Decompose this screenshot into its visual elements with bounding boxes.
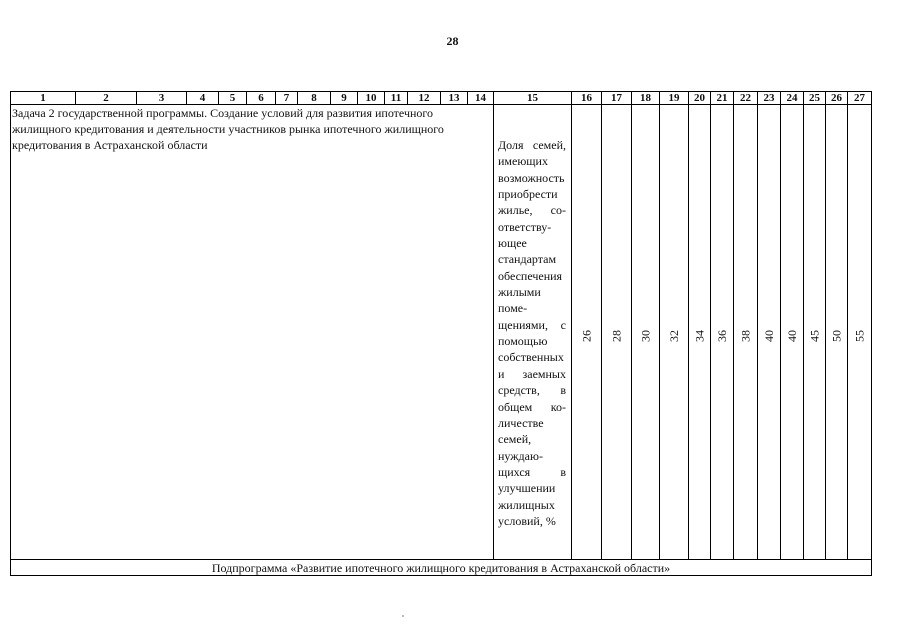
header-col-19: 19 bbox=[668, 92, 680, 104]
header-col-7: 7 bbox=[283, 92, 290, 104]
value-col-17: 28 bbox=[609, 330, 624, 342]
header-col-18: 18 bbox=[640, 92, 651, 104]
header-col-16: 16 bbox=[581, 92, 592, 104]
header-col-10: 10 bbox=[365, 92, 377, 104]
value-col-26: 50 bbox=[829, 330, 844, 342]
value-col-16: 26 bbox=[579, 330, 594, 342]
value-col-24: 40 bbox=[785, 330, 799, 342]
task-description: Задача 2 государственной программы. Создание условий для развития ипотечного жилищного кредитования и деятельности участников рынка ипотечного жилищного кредитования в Астраханской области bbox=[12, 106, 444, 152]
scan-dot bbox=[402, 615, 404, 617]
indicator-description: Доля семей, имеющих возможность приобрести жилье, соответствующее стандартам обеспечения жилыми помещениями, с помощью собственных и заемных средств, в общем количестве семей, нуждающихся в улучшении жилищных условий, % bbox=[498, 138, 566, 528]
header-col-27: 27 bbox=[854, 92, 865, 104]
subprogram-title: Подпрограмма «Развитие ипотечного жилищного кредитования в Астраханской области» bbox=[211, 561, 671, 575]
header-col-15: 15 bbox=[527, 92, 538, 104]
page-number: 28 bbox=[446, 34, 459, 48]
value-col-22: 38 bbox=[738, 330, 753, 342]
header-col-26: 26 bbox=[831, 92, 842, 104]
value-col-27: 55 bbox=[852, 330, 867, 342]
header-col-2: 2 bbox=[103, 92, 109, 104]
value-col-18: 30 bbox=[638, 330, 653, 342]
header-col-4: 4 bbox=[199, 92, 206, 104]
value-col-25: 45 bbox=[807, 330, 822, 342]
header-col-23: 23 bbox=[763, 92, 775, 104]
header-col-12: 12 bbox=[418, 92, 430, 104]
value-col-23: 40 bbox=[762, 330, 776, 342]
header-col-1: 1 bbox=[40, 92, 46, 104]
header-col-6: 6 bbox=[258, 92, 264, 104]
header-col-8: 8 bbox=[311, 92, 317, 104]
header-col-11: 11 bbox=[390, 92, 402, 104]
header-col-25: 25 bbox=[809, 92, 820, 104]
header-col-14: 14 bbox=[475, 92, 486, 104]
header-col-3: 3 bbox=[158, 92, 165, 104]
value-col-19: 32 bbox=[667, 330, 681, 342]
header-col-24: 24 bbox=[786, 92, 798, 104]
value-col-21: 36 bbox=[715, 330, 729, 342]
header-col-17: 17 bbox=[611, 92, 622, 104]
header-col-20: 20 bbox=[694, 92, 705, 104]
header-col-13: 13 bbox=[448, 92, 460, 104]
header-col-9: 9 bbox=[341, 92, 347, 104]
header-col-5: 5 bbox=[229, 92, 236, 104]
header-col-22: 22 bbox=[740, 92, 751, 104]
header-col-21: 21 bbox=[716, 92, 728, 104]
value-col-20: 34 bbox=[692, 330, 707, 342]
